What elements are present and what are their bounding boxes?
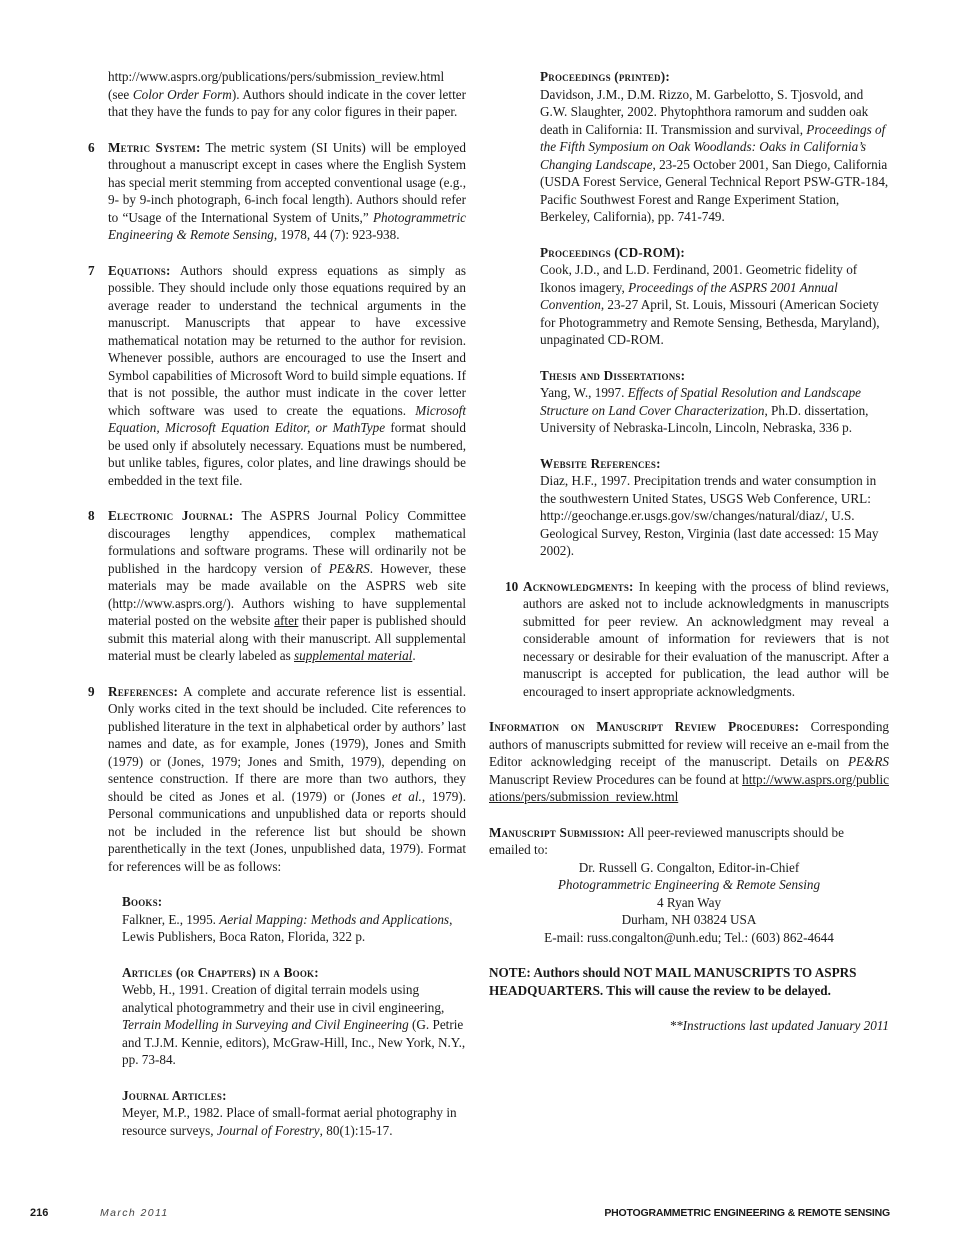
submission-review-url: http://www.asprs.org/publications/pers/submission_review.html: [108, 69, 445, 84]
color-order-form: Color Order Form: [132, 86, 232, 102]
item-electronic-journal: 8 Electronic Journal: The ASPRS Journal Policy Committee discourages lengthy appendices, complex mathematical formulations and software programs. These will ordinarily not be published in the hardcopy version of PE&RS. However, these materials may be made available on the ASPRS web site (http://www.asprs.org/). Authors wishing to have supplemental material posted on the website after their paper is published should submit this material along with their manuscript. All supplemental material must be clearly labeled as supplemental material.: [88, 508, 467, 663]
ref-articles: Articles (or Chapters) in a Book: Webb, H., 1991. Creation of digital terrain models using analytical photogrammetry and their use in civil engineering, Terrain Modelling in Surveying and Civil Engineering (G. Petrie and T.J.M. Kennie, editors), McGraw-Hill, Inc., New York, N.Y., pp. 73-84.: [122, 964, 466, 1067]
item-number: 10: [505, 578, 519, 594]
ref-proceedings-cdrom: Proceedings (CD-ROM): Cook, J.D., and L.D. Ferdinand, 2001. Geometric fidelity of Ikonos imagery, Proceedings of the ASPRS 2001 Annual Convention, 23-27 April, St. Louis, Missouri (American Society for Photogrammetry and Remote Sensing, Bethesda, Maryland), unpaginated CD-ROM.: [540, 244, 889, 349]
item-number: 8: [88, 508, 95, 523]
editor-address: [489, 859, 889, 947]
manuscript-submission: Manuscript Submission: All peer-reviewed manuscripts should be emailed to: Dr. Russell G. Congalton, Editor-in-Chief Photogrammetric Engineering & Remote Sensing 4 Ryan Way Durham, NH 03824 USA E-mail: russ.congalton@unh.edu; Tel.: (603) 862-4644: [489, 824, 889, 947]
ref-thesis: Thesis and Dissertations: Yang, W., 1997. Effects of Spatial Resolution and Landscape Structure on Land Cover Characterization, Ph.D. dissertation, University of Nebraska-Lincoln, Lincoln, Nebraska, 336 p.: [540, 367, 889, 437]
item-references: 9 References: A complete and accurate reference list is essential. Only works cited in the text should be included. Cite references to published literature in the text in alphabetical order by authors’ last names and date, as for example, Jones (1979), Jones and Smith (1979) or (Jones, 1979; Jones and Smith, 1979), depending on sentence construction. If there are more than two authors, they should be cited as Jones et al. (1979) or (Jones et al., 1979). Personal communications and unpublished data or reports should not be included in the reference list but should be shown parenthetically in the text (Jones, unpublished data, 1979). Format for references will be as follows:: [88, 683, 466, 874]
item-heading: Equations:: [108, 262, 171, 278]
ref-heading: Proceedings (CD-ROM):: [540, 244, 685, 260]
intro-paragraph: http://www.asprs.org/publications/pers/submission_review.html (see Color Order Form). Authors should indicate in the cover letter that they have the funds to pay for any color figures in their paper.: [108, 69, 466, 119]
ref-heading: Website References:: [540, 455, 661, 471]
item-heading: Electronic Journal:: [108, 508, 234, 523]
ref-website: Website References: Diaz, H.F., 1997. Precipitation trends and water consumption in the southwestern United States, USGS Web Conference, URL: http://geochange.er.usgs.gov/sw/changes/natural/diaz/, U.S. Geological Survey, Reston, Virginia (last date accessed: 15 May 2002).: [540, 455, 889, 560]
ref-proceedings-printed: Proceedings (printed): Davidson, J.M., D.M. Rizzo, M. Garbelotto, S. Tjosvold, and G.W. Slaughter, 2002. Phytophthora ramorum and sudden oak death in California: II. Transmission and survival, Proceedings of the Fifth Symposium on Oak Woodlands: Oaks in California’s Changing Landscape, 23-25 October 2001, San Diego, California (USDA Forest Service, General Technical Report PSW-GTR-184, Pacific Southwest Forest and Range Experiment Station, Berkeley, California), pp. 741-749.: [540, 69, 889, 224]
item-heading: Metric System:: [108, 139, 201, 155]
review-procedures-link[interactable]: http://www.asprs.org/publications/pers/submission_review.html: [489, 771, 889, 804]
page-number: 216: [30, 1207, 49, 1219]
item-number: 9: [88, 683, 95, 699]
item-acknowledgments: 10 Acknowledgments: In keeping with the process of blind reviews, authors are asked not to include acknowledgments in manuscripts submitted for peer review. An acknowledgment may reveal a considerable amount of information for reviewers that is not necessary or desirable for their evaluation of the manuscript. After a manuscript is accepted for publication, the lead author will be encouraged to insert appropriate acknowledgments.: [505, 578, 889, 699]
left-column: [88, 68, 466, 1157]
editor-city: Durham, NH 03824 USA: [621, 912, 757, 927]
ref-heading: Proceedings (printed):: [540, 69, 670, 84]
ref-heading: Articles (or Chapters) in a Book:: [122, 964, 319, 980]
right-column: [489, 68, 889, 1035]
item-metric-system: 6 Metric System: The metric system (SI Units) will be employed throughout a manuscript except in cases where the English System has special merit stemming from accepted conventional usage (e.g., 9- by 9-inch photograph, 6-inch focal length). Authors should refer to “Usage of the International System of Units,” Photogrammetric Engineering & Remote Sensing, 1978, 44 (7): 923-938.: [88, 139, 466, 242]
editor-journal: Photogrammetric Engineering & Remote Sensing: [557, 877, 821, 892]
section-heading: Manuscript Submission:: [489, 824, 625, 840]
item-number: 6: [88, 139, 95, 155]
ref-books: Books: Falkner, E., 1995. Aerial Mapping: Methods and Applications, Lewis Publishers, Boca Raton, Florida, 322 p.: [122, 893, 466, 946]
editor-contact: E-mail: russ.congalton@unh.edu; Tel.: (603) 862-4644: [544, 929, 834, 945]
editor-name: Dr. Russell G. Congalton, Editor-in-Chief: [578, 859, 800, 875]
section-heading: Information on Manuscript Review Procedures:: [489, 719, 800, 734]
editor-street: 4 Ryan Way: [656, 894, 722, 910]
ref-heading: Books:: [122, 894, 163, 909]
last-updated: **Instructions last updated January 2011: [669, 1018, 889, 1033]
ref-heading: Thesis and Dissertations:: [540, 367, 686, 383]
item-heading: References:: [108, 683, 179, 699]
mailing-note: NOTE: Authors should NOT MAIL MANUSCRIPTS TO ASPRS HEADQUARTERS. This will cause the review to be delayed.: [489, 965, 857, 998]
journal-name: PHOTOGRAMMETRIC ENGINEERING & REMOTE SENSING: [604, 1207, 890, 1219]
review-procedures: Information on Manuscript Review Procedures: Corresponding authors of manuscripts submitted for review will receive an e-mail from the Editor acknowledging receipt of the manuscript. Details on PE&RS Manuscript Review Procedures can be found at http://www.asprs.org/publications/pers/submission_review.html: [489, 719, 890, 804]
page-footer: [30, 1207, 890, 1221]
issue-date: March 2011: [100, 1207, 169, 1219]
item-heading: Acknowledgments:: [523, 578, 634, 594]
ref-heading: Journal Articles:: [122, 1087, 227, 1103]
item-number: 7: [88, 262, 95, 278]
ref-journal-articles: Journal Articles: Meyer, M.P., 1982. Place of small-format aerial photography in resource surveys, Journal of Forestry, 80(1):15-17.: [122, 1087, 466, 1140]
item-equations: 7 Equations: Authors should express equations as simply as possible. They should include only those equations required by an average reader to understand the technical arguments in the manuscript. Manuscripts that appear to have excessive mathematical notation may be returned to the author for revision. Whenever possible, authors are encouraged to use the Insert and Symbol capabilities of Microsoft Word to build simple equations. If that is not possible, the author must indicate in the cover letter which software was used to create the equations. Microsoft Equation, Microsoft Equation Editor, or MathType format should be used only if absolutely necessary. Equations must be numbered, but unlike tables, figures, color plates, and line drawings should be embedded in the text file.: [88, 262, 467, 488]
